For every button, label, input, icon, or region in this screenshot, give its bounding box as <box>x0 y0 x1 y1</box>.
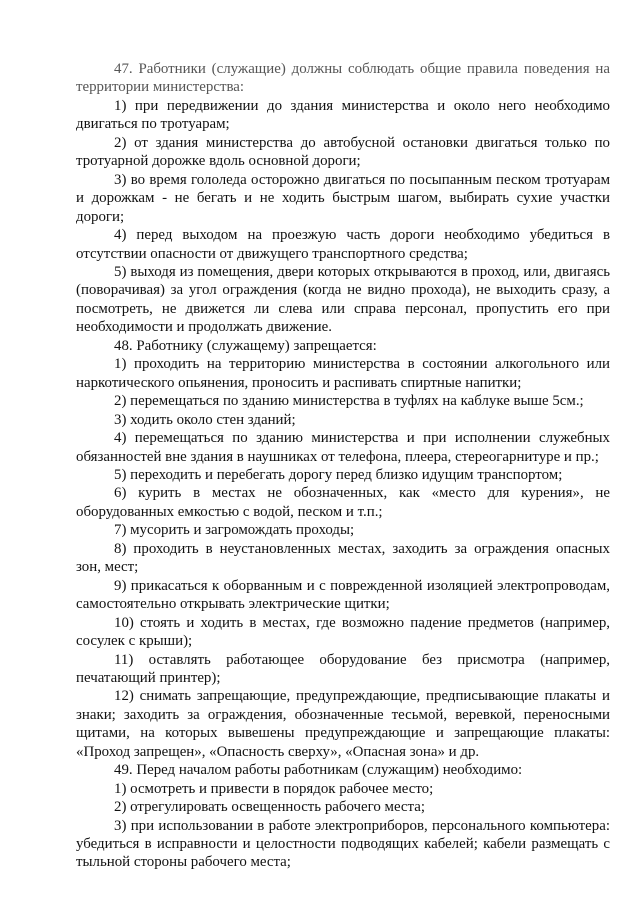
list-item: 2) перемещаться по зданию министерства в туфлях на каблуке выше 5см.; <box>114 393 584 410</box>
list-item: 10) стоять и ходить в местах, где возможно падение предметов (например, сосулек с крыши); <box>76 614 610 650</box>
list-item: 2) отрегулировать освещенность рабочего места; <box>114 799 425 816</box>
list-item: 2) от здания министерства до автобусной остановки двигаться только по тротуарной дорожке вдоль основной дороги; <box>76 134 610 170</box>
list-item: 3) во время гололеда осторожно двигаться по посыпанным песком тротуарам и дорожкам - не бегать и не ходить быстрым шагом, выбирать сухие участки дороги; <box>76 171 610 225</box>
list-item: 11) оставлять работающее оборудование без присмотра (например, печатающий принтер); <box>76 651 610 686</box>
list-item: 12) снимать запрещающие, предупреждающие, предписывающие плакаты и знаки; заходить за ограждения, обозначенные тесьмой, веревкой, переносными щитами, на которых вывешены предупреждающие и запрещающие плакаты: «Проход запрещен», «Опасность сверху», «Опасная зона» и др. <box>76 688 610 760</box>
list-item: 3) ходить около стен зданий; <box>114 411 296 428</box>
section-48-heading: 48. Работнику (служащему) запрещается: <box>114 337 377 354</box>
list-item: 3) при использовании в работе электроприборов, персонального компьютера: убедиться в исправности и целостности подводящих кабелей; кабели размещать с тыльной стороны рабочего места; <box>76 817 610 871</box>
list-item: 4) перемещаться по зданию министерства и при исполнении служебных обязанностей вне здания в наушниках от телефона, плеера, стереогарнитуре и пр.; <box>76 430 610 465</box>
list-item: 5) выходя из помещения, двери которых открываются в проход, или, двигаясь (поворачивая) за угол ограждения (когда не видно прохода), не выходить сразу, а посмотреть, не движется ли слева или справа персонал, пропустить его при необходимости и продолжать движение. <box>76 263 610 336</box>
document-page <box>76 60 610 872</box>
list-item: 1) проходить на территорию министерства в состоянии алкогольного или наркотического опьянения, проносить и распивать спиртные напитки; <box>76 356 610 391</box>
list-item: 8) проходить в неустановленных местах, заходить за ограждения опасных зон, мест; <box>76 540 610 576</box>
list-item: 7) мусорить и загромождать проходы; <box>114 522 355 539</box>
list-item: 5) переходить и перебегать дорогу перед близко идущим транспортом; <box>114 466 563 483</box>
section-49-heading: 49. Перед началом работы работникам (служащим) необходимо: <box>114 762 523 779</box>
list-item: 9) прикасаться к оборванным и с поврежденной изоляцией электропроводам, самостоятельно открывать электрические щитки; <box>76 577 610 613</box>
list-item: 6) курить в местах не обозначенных, как «место для курения», не оборудованных емкостью с водой, песком и т.п.; <box>76 485 610 520</box>
section-47-heading: 47. Работники (служащие) должны соблюдать общие правила поведения на территории министерства: <box>76 61 610 96</box>
list-item: 4) перед выходом на проезжую часть дороги необходимо убедиться в отсутствии опасности от движущего транспортного средства; <box>76 227 610 262</box>
list-item: 1) осмотреть и привести в порядок рабочее место; <box>114 780 434 797</box>
list-item: 1) при передвижении до здания министерства и около него необходимо двигаться по тротуарам; <box>76 97 610 133</box>
